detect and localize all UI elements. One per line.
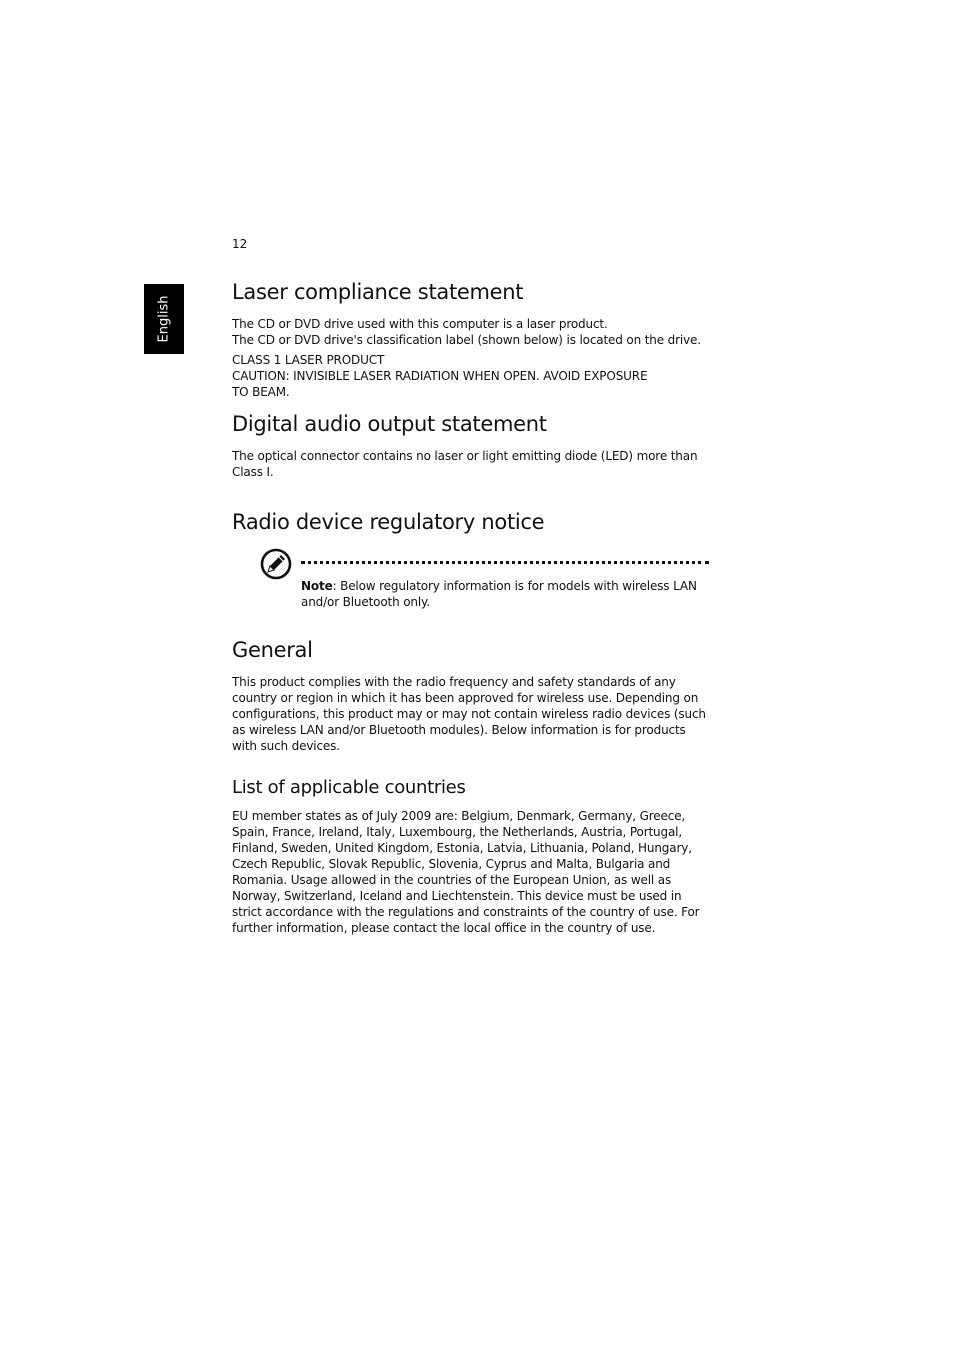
digital-audio-section: [232, 410, 712, 480]
note-body: : Below regulatory information is for models with wireless LAN and/or Bluetooth only.: [301, 579, 697, 609]
page-number: 12: [232, 237, 248, 251]
general-paragraph: This product complies with the radio frequency and safety standards of any country or region in which it has been approved for wireless use. Depending on configurations, this product may or may not contain wireless radio devices (such as wireless LAN and/or Bluetooth modules). Below information is for products with such devices.: [232, 675, 706, 753]
general-section: [232, 636, 712, 754]
language-tab: [144, 284, 184, 354]
laser-class-line: CLASS 1 LASER PRODUCT: [232, 353, 385, 367]
language-tab-label: English: [156, 295, 172, 343]
laser-line-2: The CD or DVD drive's classification label (shown below) is located on the drive.: [232, 333, 701, 347]
radio-notice-section: [232, 508, 712, 612]
countries-paragraph: EU member states as of July 2009 are: Belgium, Denmark, Germany, Greece, Spain, France, Ireland, Italy, Luxembourg, the Netherlands, Austria, Portugal, Finland, Sweden, United Kingdom, Estonia, Latvia, Lithuania, Poland, Hungary, Czech Republic, Slovak Republic, Slovenia, Cyprus and Malta, Bulgaria and Romania. Usage allowed in the countries of the European Union, as well as Norway, Switzerland, Iceland and Liechtenstein. This device must be used in strict accordance with the regulations and constraints of the country of use. For further information, please contact the local office in the country of use.: [232, 809, 700, 935]
laser-heading: Laser compliance statement: [232, 280, 524, 304]
note-dotted-divider: [301, 561, 709, 564]
countries-heading: List of applicable countries: [232, 777, 466, 798]
countries-section: [232, 776, 712, 936]
page-content: [232, 278, 712, 936]
radio-heading: Radio device regulatory notice: [232, 510, 545, 534]
note-label: Note: [301, 579, 333, 593]
note-pencil-icon: [260, 548, 292, 580]
general-heading: General: [232, 638, 313, 662]
note-block: [232, 546, 712, 612]
digital-audio-heading: Digital audio output statement: [232, 412, 547, 436]
laser-line-1: The CD or DVD drive used with this computer is a laser product.: [232, 317, 608, 331]
laser-compliance-section: [232, 278, 712, 400]
digital-audio-paragraph: The optical connector contains no laser or light emitting diode (LED) more than Class I.: [232, 449, 698, 479]
laser-caution-line-1: CAUTION: INVISIBLE LASER RADIATION WHEN OPEN. AVOID EXPOSURE: [232, 369, 648, 383]
laser-caution-line-2: TO BEAM.: [232, 385, 290, 399]
note-text: [301, 578, 701, 610]
